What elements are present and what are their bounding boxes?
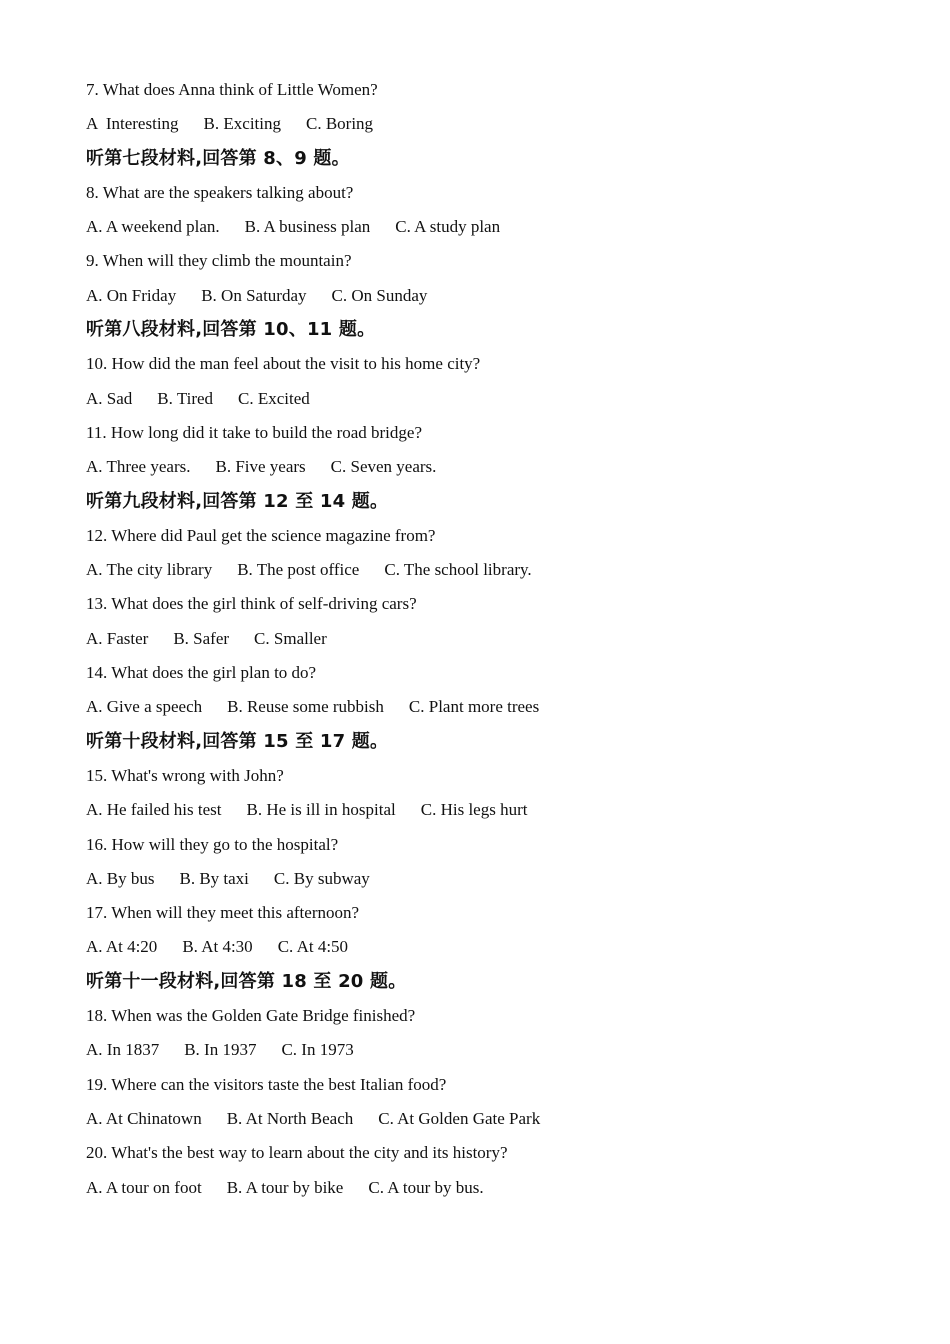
answer-option: B. Reuse some rubbish <box>227 697 384 717</box>
answer-options <box>86 862 906 896</box>
answer-option: A. Three years. <box>86 457 191 477</box>
answer-option: C. Seven years. <box>330 457 437 477</box>
question-text: 11. How long did it take to build the road bridge? <box>86 422 422 442</box>
answer-options <box>86 793 906 827</box>
answer-option: A. At 4:20 <box>86 937 158 957</box>
question-text: 12. Where did Paul get the science magazine from? <box>86 525 436 545</box>
answer-option: C. Smaller <box>254 628 327 648</box>
answer-option: B. Five years <box>215 457 306 477</box>
answer-option: B. The post office <box>237 560 360 580</box>
section-heading: 听第八段材料,回答第 10、11 题。 <box>86 319 376 341</box>
answer-options <box>86 382 906 416</box>
answer-option: C. Excited <box>238 388 310 408</box>
answer-options <box>86 930 906 964</box>
answer-option: B. At 4:30 <box>182 937 253 957</box>
answer-options <box>86 210 906 244</box>
section-heading: 听第十一段材料,回答第 18 至 20 题。 <box>86 970 407 992</box>
answer-option: A. Sad <box>86 388 133 408</box>
answer-options <box>86 279 906 313</box>
answer-option: B. A tour by bike <box>226 1177 344 1197</box>
answer-option: B. In 1937 <box>184 1040 257 1060</box>
question-text: 18. When was the Golden Gate Bridge finished? <box>86 1006 416 1026</box>
answer-options <box>86 622 906 656</box>
answer-option: A. At Chinatown <box>86 1108 202 1128</box>
answer-option: A. Faster <box>86 628 149 648</box>
answer-option: A. By bus <box>86 868 155 888</box>
answer-option: B. At North Beach <box>226 1108 354 1128</box>
question-text: 17. When will they meet this afternoon? <box>86 903 360 923</box>
answer-option: A. A weekend plan. <box>86 217 220 237</box>
question-text: 19. Where can the visitors taste the best Italian food? <box>86 1074 447 1094</box>
answer-option: A. He failed his test <box>86 800 222 820</box>
answer-option: C. At Golden Gate Park <box>378 1108 541 1128</box>
answer-option: C. A study plan <box>395 217 501 237</box>
answer-option: B. By taxi <box>179 868 249 888</box>
question-text: 10. How did the man feel about the visit to his home city? <box>86 354 481 374</box>
answer-option: A. The city library <box>86 560 213 580</box>
answer-options <box>86 1171 906 1205</box>
answer-option: A. On Friday <box>86 285 177 305</box>
answer-option: B. On Saturday <box>201 285 307 305</box>
answer-options <box>86 1102 906 1136</box>
question-text: 15. What's wrong with John? <box>86 765 284 785</box>
answer-option: B. Exciting <box>203 114 281 134</box>
answer-option: A Interesting <box>86 114 179 134</box>
section-heading: 听第七段材料,回答第 8、9 题。 <box>86 147 350 169</box>
answer-option: C. By subway <box>273 868 370 888</box>
answer-option: C. His legs hurt <box>420 800 528 820</box>
answer-option: A. In 1837 <box>86 1040 160 1060</box>
answer-option: C. A tour by bus. <box>368 1177 484 1197</box>
question-text: 7. What does Anna think of Little Women? <box>86 80 378 99</box>
answer-option: B. A business plan <box>244 217 371 237</box>
answer-option: B. Safer <box>173 628 230 648</box>
answer-option: C. At 4:50 <box>277 937 349 957</box>
answer-option: C. The school library. <box>384 560 532 580</box>
answer-option: C. In 1973 <box>281 1040 354 1060</box>
question-text: 13. What does the girl think of self-driving cars? <box>86 594 417 614</box>
answer-options <box>86 1033 906 1067</box>
answer-option: B. Tired <box>157 388 214 408</box>
question-text: 8. What are the speakers talking about? <box>86 182 354 202</box>
answer-option: A. Give a speech <box>86 697 203 717</box>
answer-options <box>86 553 906 587</box>
question-text: 9. When will they climb the mountain? <box>86 251 352 271</box>
exam-page <box>86 73 906 1205</box>
answer-options <box>86 450 906 484</box>
answer-option: C. On Sunday <box>331 285 428 305</box>
question-text: 16. How will they go to the hospital? <box>86 834 339 854</box>
question-text: 14. What does the girl plan to do? <box>86 663 317 683</box>
answer-option: C. Plant more trees <box>408 697 540 717</box>
answer-options <box>86 107 906 141</box>
answer-options <box>86 690 906 724</box>
answer-option: A. A tour on foot <box>86 1177 202 1197</box>
answer-option: B. He is ill in hospital <box>246 800 396 820</box>
section-heading: 听第十段材料,回答第 15 至 17 题。 <box>86 730 389 752</box>
section-heading: 听第九段材料,回答第 12 至 14 题。 <box>86 490 389 512</box>
answer-option: C. Boring <box>306 114 374 134</box>
question-text: 20. What's the best way to learn about the city and its history? <box>86 1143 508 1163</box>
